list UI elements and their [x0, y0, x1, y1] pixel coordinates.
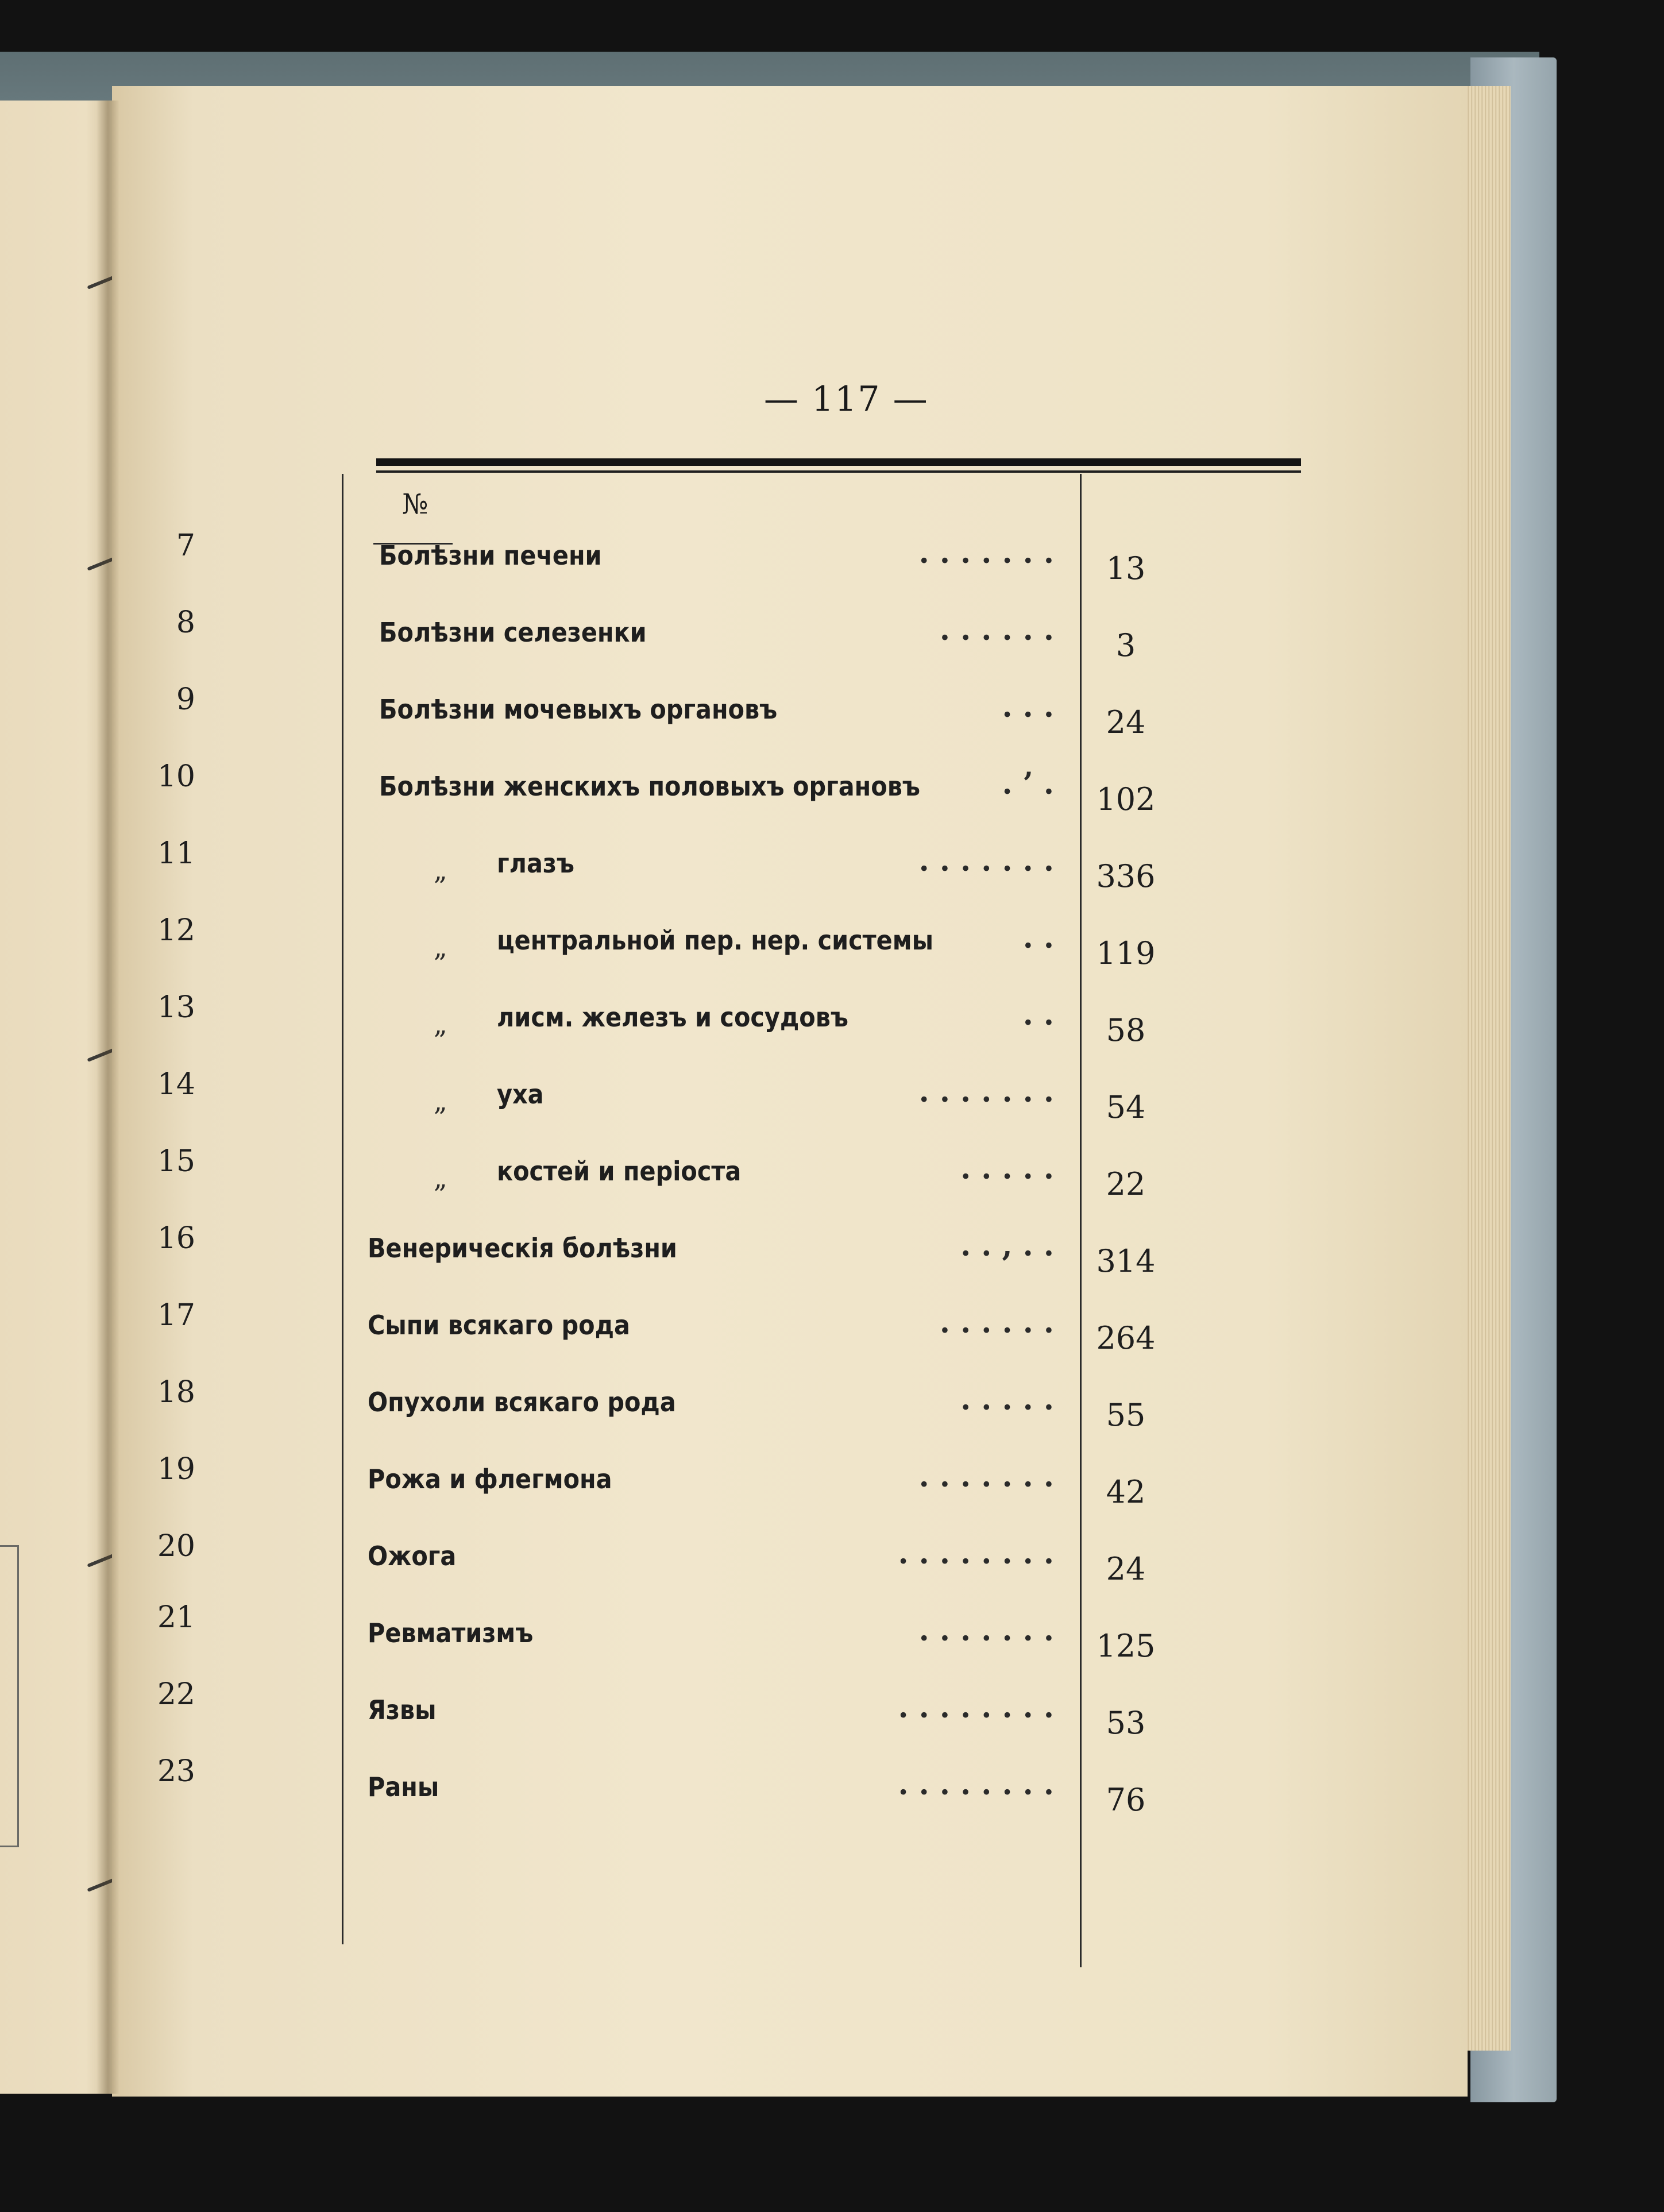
number-column-header: №: [402, 488, 428, 520]
case-count: 3: [1115, 627, 1136, 663]
leader-dots: . .: [1022, 997, 1054, 1032]
row-number: 17: [157, 1298, 195, 1333]
page-number: — 117 —: [764, 379, 929, 419]
case-count: 42: [1106, 1474, 1146, 1510]
case-count: 102: [1096, 781, 1156, 817]
leader-dots: . . . . . .: [939, 1305, 1054, 1340]
table-top-rule-thin: [376, 470, 1301, 473]
ditto-mark: „: [434, 855, 447, 886]
row-number: 11: [157, 836, 195, 871]
disease-name: Опухоли всякаго рода: [368, 1387, 676, 1418]
leader-dots: . . , . .: [960, 1228, 1054, 1263]
row-number: 8: [176, 605, 195, 640]
row-number: 7: [176, 528, 195, 563]
row-number: 12: [157, 913, 195, 948]
case-count: 119: [1096, 935, 1156, 971]
leader-dots: . . . . . . . .: [898, 1536, 1054, 1571]
disease-name: Ревматизмъ: [368, 1617, 534, 1649]
leader-dots: . . . . . . .: [918, 535, 1054, 570]
case-count: 13: [1106, 550, 1146, 586]
case-count: 314: [1096, 1243, 1156, 1279]
gutter-shadow: [96, 101, 119, 2094]
case-count: 24: [1106, 704, 1146, 740]
case-count: 125: [1096, 1628, 1156, 1664]
row-number: 21: [157, 1600, 195, 1635]
ditto-mark: „: [434, 1086, 447, 1117]
row-number: 23: [157, 1754, 195, 1789]
case-count: 22: [1106, 1166, 1146, 1202]
leader-dots: . . . . . . .: [918, 1074, 1054, 1109]
case-count: 58: [1106, 1012, 1146, 1048]
case-count: 264: [1096, 1320, 1156, 1356]
number-column-divider: [342, 474, 343, 1944]
disease-name: Болѣзни селезенки: [379, 617, 647, 648]
disease-name: Рожа и флегмона: [368, 1464, 612, 1495]
row-number: 19: [157, 1452, 195, 1487]
disease-name: Раны: [368, 1771, 439, 1802]
leader-dots: . . . . . . .: [918, 1459, 1054, 1494]
row-number: 18: [157, 1375, 195, 1410]
disease-name: Ожога: [368, 1541, 457, 1572]
disease-name: глазъ: [497, 848, 575, 879]
disease-name: Венерическія болѣзни: [368, 1233, 677, 1264]
disease-name: костей и періоста: [497, 1156, 742, 1187]
leader-dots: . ’ .: [1002, 766, 1054, 801]
row-number: 9: [176, 682, 195, 717]
leader-dots: . . . . .: [960, 1382, 1054, 1417]
row-number: 16: [157, 1221, 195, 1256]
case-count: 76: [1106, 1782, 1146, 1818]
row-number: 20: [157, 1529, 195, 1564]
table-top-rule: [376, 458, 1301, 466]
row-number: 10: [157, 759, 195, 794]
ditto-mark: „: [434, 1009, 447, 1040]
value-column-divider: [1080, 474, 1082, 1967]
disease-name: Болѣзни печени: [379, 540, 602, 571]
leader-dots: . . . . .: [960, 1151, 1054, 1186]
leader-dots: . . . . . . .: [918, 1613, 1054, 1648]
case-count: 336: [1096, 858, 1156, 894]
ditto-mark: „: [434, 1163, 447, 1194]
disease-name: Сыпи всякаго рода: [368, 1310, 630, 1341]
leader-dots: . . . . . . .: [918, 843, 1054, 878]
ditto-mark: „: [434, 932, 447, 963]
row-number: 14: [157, 1067, 195, 1102]
case-count: 55: [1106, 1397, 1146, 1433]
case-count: 53: [1106, 1705, 1146, 1741]
book-page: [112, 86, 1468, 2097]
disease-name: Болѣзни женскихъ половыхъ органовъ: [379, 771, 920, 802]
leader-dots: . . . . . . . .: [898, 1690, 1054, 1725]
row-number: 22: [157, 1677, 195, 1712]
row-number: 13: [157, 990, 195, 1025]
leader-dots: . . . . . .: [939, 612, 1054, 647]
case-count: 54: [1106, 1089, 1146, 1125]
disease-name: Язвы: [368, 1694, 437, 1725]
disease-name: Болѣзни мочевыхъ органовъ: [379, 694, 778, 725]
disease-name: центральной пер. нер. системы: [497, 925, 933, 956]
leader-dots: . . . . . . . .: [898, 1767, 1054, 1802]
leader-dots: . .: [1022, 920, 1054, 955]
disease-name: уха: [497, 1079, 544, 1110]
disease-name: лисм. железъ и сосудовъ: [497, 1002, 849, 1033]
row-number: 15: [157, 1144, 195, 1179]
left-page-fragment: [0, 1545, 19, 1847]
case-count: 24: [1106, 1551, 1146, 1587]
leader-dots: . . .: [1002, 689, 1054, 724]
